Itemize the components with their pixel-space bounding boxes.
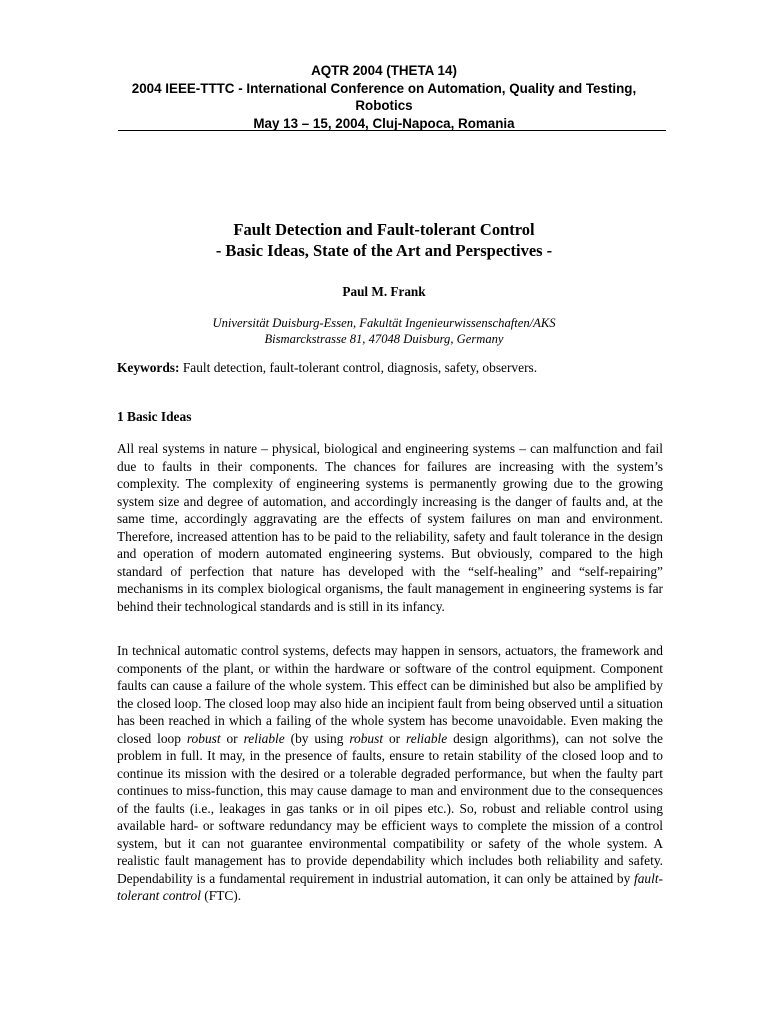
conference-date-location: May 13 – 15, 2004, Cluj-Napoca, Romania	[253, 115, 515, 131]
body-paragraph-2	[117, 642, 663, 905]
affiliation-address: Bismarckstrasse 81, 47048 Duisburg, Germany	[264, 332, 504, 346]
author-affiliation	[100, 315, 668, 347]
header-divider	[118, 130, 666, 131]
keywords	[117, 360, 669, 376]
para2-robust-2: robust	[349, 730, 384, 746]
para2-text-d: or	[383, 730, 407, 746]
para2-reliable-2: reliable	[406, 730, 448, 746]
keywords-label: Keywords:	[117, 360, 180, 375]
conference-title: AQTR 2004 (THETA 14)	[311, 63, 457, 78]
author-name: Paul M. Frank	[342, 284, 426, 299]
para2-text-c: (by using	[284, 730, 350, 746]
affiliation-institution: Universität Duisburg-Essen, Fakultät Ingenieurwissenschaften/AKS	[212, 316, 556, 330]
para2-text-a: In technical automatic control systems, defects may happen in sensors, actuators, the framework and components of the plant, or within the hardware or software of the control equipment. Component faults can cause a failure of the whole system. This effect can be diminished but also be amplified by the closed loop. The closed loop may also hide an incipient fault from being observed until a situation has been reached in which a failing of the whole system has become unavoidable. Even making the closed loop	[117, 643, 663, 746]
section-heading: 1 Basic Ideas	[117, 409, 192, 424]
para2-text-b: or	[220, 730, 244, 746]
conference-name: 2004 IEEE-TTTC - International Conference on Automation, Quality and Testing,	[131, 80, 637, 96]
paper-title-main: Fault Detection and Fault-tolerant Control	[233, 220, 535, 239]
para2-text-f: (FTC).	[200, 888, 242, 903]
conference-name-cont: Robotics	[355, 98, 413, 113]
para2-reliable: reliable	[243, 730, 285, 746]
paper-subtitle: - Basic Ideas, State of the Art and Perspectives -	[215, 241, 553, 260]
paper-title	[100, 219, 668, 261]
body-paragraph-1: All real systems in nature – physical, biological and engineering systems – can malfunction and fail due to faults in their components. The chances for failures are increasing with the system’s complexity. The complexity of engineering systems is permanently growing due to the growing system size and degree of automation, and accordingly increasing is the danger of faults and, at the same time, accordingly aggravating are the effects of system failures on man and environment. Therefore, increased attention has to be paid to the reliability, safety and fault tolerance in the design and operation of modern automated engineering systems. But obviously, compared to the high standard of perfection that nature has developed with the “self-healing” and “self-repairing” mechanisms in its complex biological organisms, the fault management in engineering systems is far behind their technological standards and is still in its infancy.	[117, 441, 663, 614]
conference-header	[100, 62, 668, 132]
para2-text-e: design algorithms), can not solve the problem in full. It may, in the presence of faults, ensure to retain stability of the closed loop and to continue its mission with the desired or a tolerable degraded performance, but when the faulty part continues to miss-function, this may cause damage to man and environment due to the consequences of the faults (i.e., leakages in gas tanks or in oil pipes etc.). So, robust and reliable control using available hard- or software redundancy may be efficient ways to complete the mission of a control system, but it can not guarantee environmental compatibility or safety of the whole system. A realistic fault management has to provide dependability which includes both reliability and safety. Dependability is a fundamental requirement in industrial automation, it can only be attained by	[117, 730, 663, 886]
para2-robust: robust	[186, 730, 221, 746]
para2-ftc: fault-tolerant control	[117, 870, 663, 903]
keywords-text: Fault detection, fault-tolerant control, diagnosis, safety, observers.	[179, 360, 538, 375]
